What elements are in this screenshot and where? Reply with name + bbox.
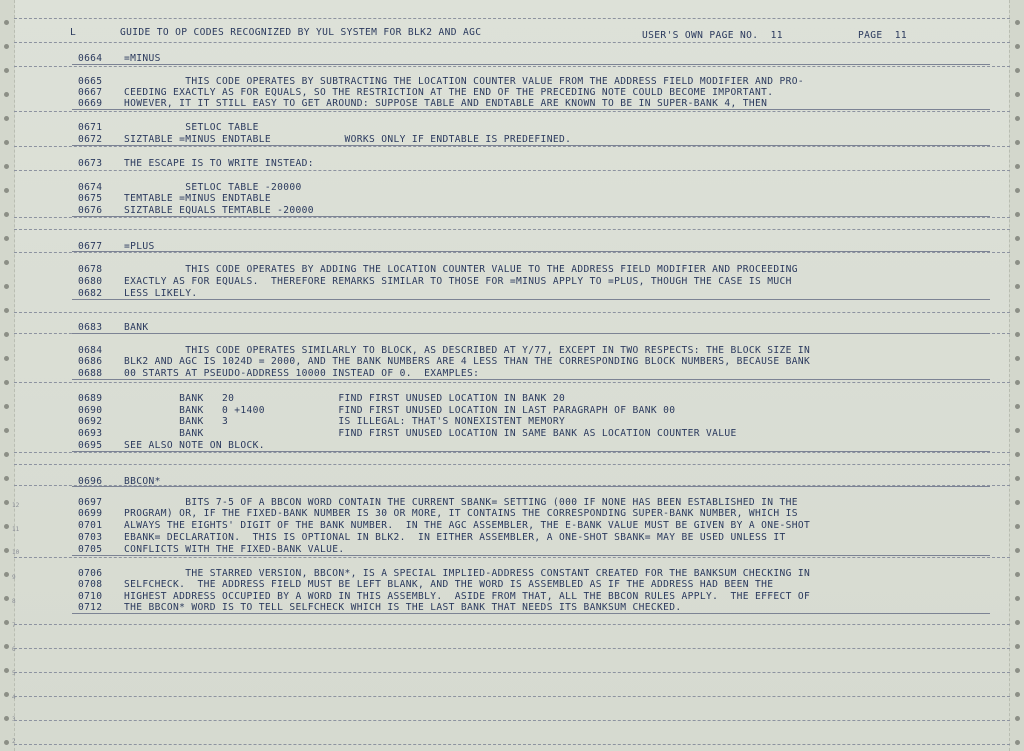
line-number: 0693 <box>78 428 103 439</box>
form-rule <box>14 217 1010 218</box>
header-left-mark: L <box>70 27 77 38</box>
listing-line-text: 00 STARTS AT PSEUDO-ADDRESS 10000 INSTEAD OF 0. EXAMPLES: <box>124 368 480 379</box>
form-rule <box>14 146 1010 147</box>
tractor-hole <box>4 572 9 577</box>
listing-line-text: SETLOC TABLE -20000 <box>124 182 302 193</box>
margin-line-count: 6 <box>12 646 16 653</box>
tractor-hole <box>1015 596 1020 601</box>
listing-line-text: BANK 20 FIND FIRST UNUSED LOCATION IN BANK 20 <box>124 393 566 404</box>
tractor-hole <box>4 692 9 697</box>
line-number: 0706 <box>78 568 103 579</box>
line-number: 0684 <box>78 345 103 356</box>
line-number: 0712 <box>78 602 103 613</box>
line-number: 0680 <box>78 276 103 287</box>
tractor-hole <box>4 476 9 481</box>
tractor-hole <box>4 620 9 625</box>
print-underline <box>72 333 990 334</box>
form-rule <box>14 252 1010 253</box>
tractor-hole <box>1015 716 1020 721</box>
listing-line-text: SIZTABLE EQUALS TEMTABLE -20000 <box>124 205 314 216</box>
line-number: 0710 <box>78 591 103 602</box>
tractor-hole <box>1015 236 1020 241</box>
print-underline <box>72 299 990 300</box>
form-rule <box>14 18 1010 19</box>
tractor-hole <box>1015 620 1020 625</box>
tractor-hole <box>1015 164 1020 169</box>
tractor-hole <box>1015 404 1020 409</box>
tractor-hole <box>1015 20 1020 25</box>
margin-line-count: 3 <box>12 716 16 723</box>
line-number: 0688 <box>78 368 103 379</box>
listing-line-text: THIS CODE OPERATES SIMILARLY TO BLOCK, AS DESCRIBED AT Y/77, EXCEPT IN TWO RESPECTS: THE BLOCK SIZE IN <box>124 345 811 356</box>
print-underline <box>72 555 990 556</box>
listing-line-text: BBCON* <box>124 476 161 487</box>
form-rule <box>14 42 1010 43</box>
form-rule <box>14 720 1010 721</box>
tractor-hole <box>1015 452 1020 457</box>
print-underline <box>72 145 990 146</box>
left-tractor-strip <box>0 0 15 751</box>
document-title: GUIDE TO OP CODES RECOGNIZED BY YUL SYSTEM FOR BLK2 AND AGC <box>120 27 482 38</box>
listing-line-text: PROGRAM) OR, IF THE FIXED-BANK NUMBER IS 30 OR MORE, IT CONTAINS THE CORRESPONDING SUPER-BANK NUMBER, WHICH IS <box>124 508 798 519</box>
listing-line-text: CEEDING EXACTLY AS FOR EQUALS, SO THE RESTRICTION AT THE END OF THE PRECEDING NOTE COULD BECOME IMPORTANT. <box>124 87 774 98</box>
listing-line-text: SIZTABLE =MINUS ENDTABLE WORKS ONLY IF ENDTABLE IS PREDEFINED. <box>124 134 572 145</box>
tractor-hole <box>4 740 9 745</box>
tractor-hole <box>1015 188 1020 193</box>
print-underline <box>72 251 990 252</box>
listing-line-text: THE ESCAPE IS TO WRITE INSTEAD: <box>124 158 314 169</box>
tractor-hole <box>4 356 9 361</box>
right-tractor-strip <box>1009 0 1024 751</box>
tractor-hole <box>1015 116 1020 121</box>
margin-line-count: 11 <box>12 526 20 533</box>
page-number: PAGE 11 <box>858 30 908 41</box>
listing-line-text: EBANK= DECLARATION. THIS IS OPTIONAL IN BLK2. IN EITHER ASSEMBLER, A ONE-SHOT SBANK= MAY BE USED UNLESS IT <box>124 532 786 543</box>
tractor-hole <box>4 332 9 337</box>
tractor-hole <box>4 548 9 553</box>
print-underline <box>72 379 990 380</box>
form-rule <box>14 672 1010 673</box>
margin-line-count: 5 <box>12 670 16 677</box>
form-rule <box>14 624 1010 625</box>
listing-line-text: BANK FIND FIRST UNUSED LOCATION IN SAME BANK AS LOCATION COUNTER VALUE <box>124 428 737 439</box>
tractor-hole <box>4 140 9 145</box>
line-number: 0677 <box>78 241 103 252</box>
tractor-hole <box>1015 740 1020 745</box>
tractor-hole <box>1015 308 1020 313</box>
tractor-hole <box>4 524 9 529</box>
tractor-hole <box>4 500 9 505</box>
line-number: 0664 <box>78 53 103 64</box>
listing-line-text: EXACTLY AS FOR EQUALS. THEREFORE REMARKS SIMILAR TO THOSE FOR =MINUS APPLY TO =PLUS, THOUGH THE CASE IS MUCH <box>124 276 792 287</box>
form-rule <box>14 744 1010 745</box>
form-rule <box>14 170 1010 171</box>
tractor-hole <box>4 452 9 457</box>
line-number: 0686 <box>78 356 103 367</box>
tractor-hole <box>4 404 9 409</box>
margin-line-count: 8 <box>12 598 16 605</box>
tractor-hole <box>1015 332 1020 337</box>
tractor-hole <box>4 380 9 385</box>
line-number: 0708 <box>78 579 103 590</box>
listing-line-text: SELFCHECK. THE ADDRESS FIELD MUST BE LEFT BLANK, AND THE WORD IS ASSEMBLED AS IF THE ADDRESS HAD BEEN THE <box>124 579 774 590</box>
listing-line-text: SEE ALSO NOTE ON BLOCK. <box>124 440 265 451</box>
user-page-number: USER'S OWN PAGE NO. 11 <box>642 30 783 41</box>
tractor-hole <box>4 284 9 289</box>
line-number: 0674 <box>78 182 103 193</box>
tractor-hole <box>1015 572 1020 577</box>
line-number: 0669 <box>78 98 103 109</box>
tractor-hole <box>4 20 9 25</box>
listing-line-text: BLK2 AND AGC IS 1024D = 2000, AND THE BANK NUMBERS ARE 4 LESS THAN THE CORRESPONDING BLOCK NUMBERS, BECAUSE BANK <box>124 356 811 367</box>
tractor-hole <box>1015 428 1020 433</box>
listing-line-text: LESS LIKELY. <box>124 288 198 299</box>
line-number: 0682 <box>78 288 103 299</box>
tractor-hole <box>1015 260 1020 265</box>
line-number: 0699 <box>78 508 103 519</box>
tractor-hole <box>1015 44 1020 49</box>
tractor-hole <box>4 164 9 169</box>
tractor-hole <box>4 668 9 673</box>
line-number: 0695 <box>78 440 103 451</box>
print-underline <box>72 486 990 487</box>
form-rule <box>14 312 1010 313</box>
margin-line-count: 4 <box>12 694 16 701</box>
margin-line-count: 9 <box>12 574 16 581</box>
print-underline <box>72 613 990 614</box>
tractor-hole <box>1015 140 1020 145</box>
print-underline <box>72 216 990 217</box>
line-number: 0703 <box>78 532 103 543</box>
tractor-hole <box>4 188 9 193</box>
tractor-hole <box>1015 380 1020 385</box>
listing-line-text: =MINUS <box>124 53 161 64</box>
form-rule <box>14 229 1010 230</box>
tractor-hole <box>4 308 9 313</box>
tractor-hole <box>4 116 9 121</box>
tractor-hole <box>1015 644 1020 649</box>
line-number: 0675 <box>78 193 103 204</box>
tractor-hole <box>1015 476 1020 481</box>
margin-line-count: 7 <box>12 622 16 629</box>
print-underline <box>72 451 990 452</box>
margin-line-count: 10 <box>12 549 20 556</box>
listing-line-text: BANK <box>124 322 149 333</box>
tractor-hole <box>4 596 9 601</box>
line-number: 0689 <box>78 393 103 404</box>
listing-line-text: BITS 7-5 OF A BBCON WORD CONTAIN THE CURRENT SBANK= SETTING (000 IF NONE HAS BEEN ESTABLISHED IN THE <box>124 497 798 508</box>
listing-line-text: TEMTABLE =MINUS ENDTABLE <box>124 193 272 204</box>
tractor-hole <box>4 644 9 649</box>
tractor-hole <box>1015 500 1020 505</box>
tractor-hole <box>4 68 9 73</box>
tractor-hole <box>1015 92 1020 97</box>
listing-line-text: ALWAYS THE EIGHTS' DIGIT OF THE BANK NUMBER. IN THE AGC ASSEMBLER, THE E-BANK VALUE MUST BE GIVEN BY A ONE-SHOT <box>124 520 811 531</box>
line-number: 0678 <box>78 264 103 275</box>
listing-line-text: BANK 3 IS ILLEGAL: THAT'S NONEXISTENT MEMORY <box>124 416 566 427</box>
tractor-hole <box>1015 692 1020 697</box>
tractor-hole <box>1015 68 1020 73</box>
listing-line-text: =PLUS <box>124 241 155 252</box>
line-number: 0692 <box>78 416 103 427</box>
print-underline <box>72 109 990 110</box>
listing-line-text: HOWEVER, IT IT STILL EASY TO GET AROUND: SUPPOSE TABLE AND ENDTABLE ARE KNOWN TO BE IN SUPER-BANK 4, THEN <box>124 98 768 109</box>
listing-line-text: BANK 0 +1400 FIND FIRST UNUSED LOCATION IN LAST PARAGRAPH OF BANK 00 <box>124 405 676 416</box>
tractor-hole <box>1015 284 1020 289</box>
listing-line-text: HIGHEST ADDRESS OCCUPIED BY A WORD IN THIS ASSEMBLY. ASIDE FROM THAT, ALL THE BBCON RULES APPLY. THE EFFECT OF <box>124 591 811 602</box>
line-number: 0673 <box>78 158 103 169</box>
form-rule <box>14 696 1010 697</box>
line-number: 0705 <box>78 544 103 555</box>
tractor-hole <box>1015 668 1020 673</box>
print-underline <box>72 64 990 65</box>
form-rule <box>14 557 1010 558</box>
line-number: 0676 <box>78 205 103 216</box>
form-rule <box>14 66 1010 67</box>
tractor-hole <box>1015 212 1020 217</box>
line-number: 0696 <box>78 476 103 487</box>
line-number: 0665 <box>78 76 103 87</box>
listing-line-text: THE BBCON* WORD IS TO TELL SELFCHECK WHICH IS THE LAST BANK THAT NEEDS ITS BANKSUM CHECKED. <box>124 602 682 613</box>
line-number: 0671 <box>78 122 103 133</box>
form-rule <box>14 464 1010 465</box>
tractor-hole <box>4 260 9 265</box>
tractor-hole <box>1015 524 1020 529</box>
tractor-hole <box>4 92 9 97</box>
form-rule <box>14 382 1010 383</box>
line-number: 0667 <box>78 87 103 98</box>
listing-line-text: SETLOC TABLE <box>124 122 259 133</box>
listing-line-text: THE STARRED VERSION, BBCON*, IS A SPECIAL IMPLIED-ADDRESS CONSTANT CREATED FOR THE BANKSUM CHECKING IN <box>124 568 811 579</box>
tractor-hole <box>4 236 9 241</box>
tractor-hole <box>1015 356 1020 361</box>
line-number: 0672 <box>78 134 103 145</box>
listing-line-text: THIS CODE OPERATES BY ADDING THE LOCATION COUNTER VALUE TO THE ADDRESS FIELD MODIFIER AND PROCEEDING <box>124 264 798 275</box>
tractor-hole <box>4 212 9 217</box>
tractor-hole <box>4 44 9 49</box>
listing-line-text: THIS CODE OPERATES BY SUBTRACTING THE LOCATION COUNTER VALUE FROM THE ADDRESS FIELD MODIFIER AND PRO- <box>124 76 804 87</box>
line-number: 0690 <box>78 405 103 416</box>
listing-line-text: CONFLICTS WITH THE FIXED-BANK VALUE. <box>124 544 345 555</box>
margin-line-count: 2 <box>12 738 16 745</box>
tractor-hole <box>4 716 9 721</box>
form-rule <box>14 648 1010 649</box>
form-rule <box>14 452 1010 453</box>
line-number: 0683 <box>78 322 103 333</box>
tractor-hole <box>1015 548 1020 553</box>
line-number: 0701 <box>78 520 103 531</box>
tractor-hole <box>4 428 9 433</box>
margin-line-count: 12 <box>12 502 20 509</box>
form-rule <box>14 111 1010 112</box>
line-number: 0697 <box>78 497 103 508</box>
